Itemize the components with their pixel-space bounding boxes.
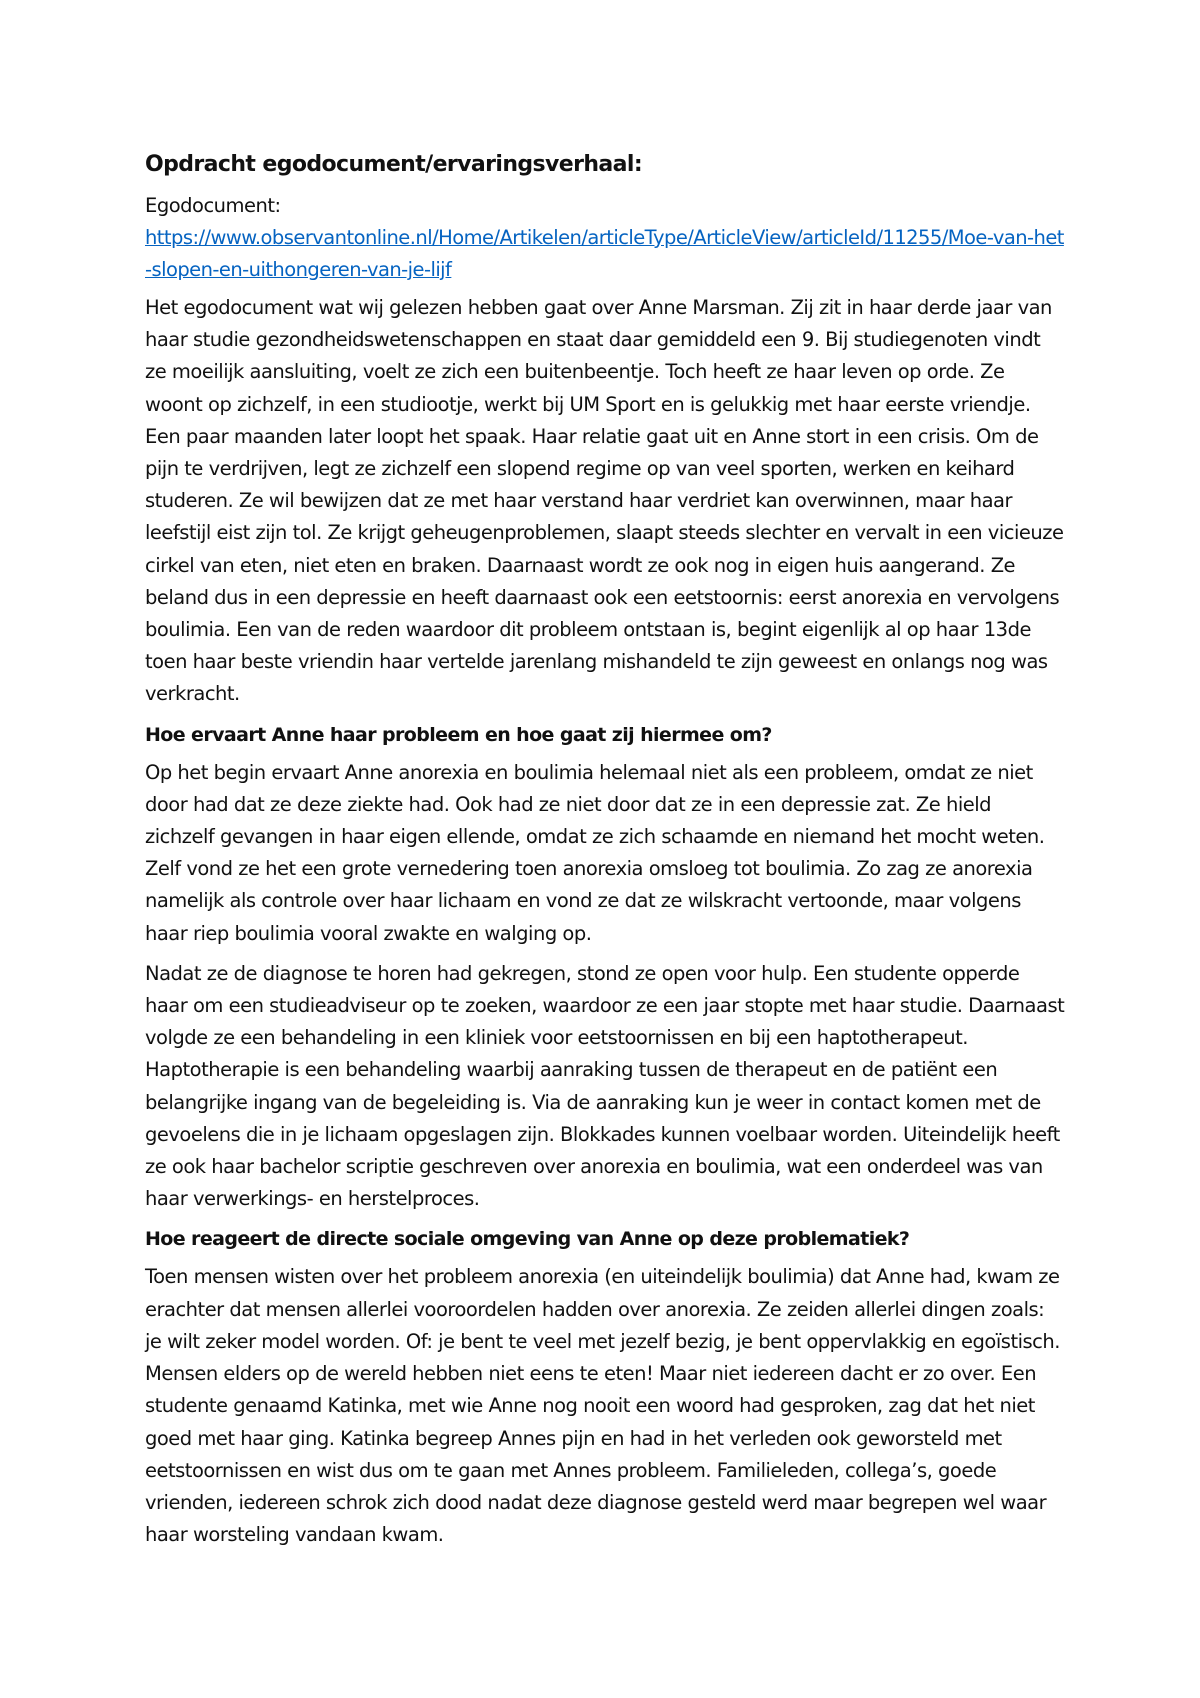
source-link[interactable]: https://www.observantonline.nl/Home/Artikelen/articleType/ArticleView/articleId/11255/Moe-van-het-slopen-en-uithongeren-van-je-lijf (145, 226, 1064, 281)
document-page (145, 150, 1065, 1559)
question-heading-social: Hoe reageert de directe sociale omgeving van Anne op deze problematiek? (145, 1228, 910, 1251)
treatment-paragraph: Nadat ze de diagnose te horen had gekregen, stond ze open voor hulp. Een studente opperde haar om een studieadviseur op te zoeken, waardoor ze een jaar stopte met haar studie. Daarnaast volgde ze een behandeling in een kliniek voor eetstoornissen en bij een haptotherapeut. Haptotherapie is een behandeling waarbij aanraking tussen de therapeut en de patiënt een belangrijke ingang van de begeleiding is. Via de aanraking kun je weer in contact komen met de gevoelens die in je lichaam opgeslagen zijn. Blokkades kunnen voelbaar worden. Uiteindelijk heeft ze ook haar bachelor scriptie geschreven over anorexia en boulimia, wat een onderdeel was van haar verwerkings- en herstelproces. (145, 961, 1065, 1211)
intro-paragraph: Het egodocument wat wij gelezen hebben gaat over Anne Marsman. Zij zit in haar derde jaar van haar studie gezondheidswetenschappen en staat daar gemiddeld een 9. Bij studiegenoten vindt ze moeilijk aansluiting, voelt ze zich een buitenbeentje. Toch heeft ze haar leven op orde. Ze woont op zichzelf, in een studiootje, werkt bij UM Sport en is gelukkig met haar eerste vriendje. Een paar maanden later loopt het spaak. Haar relatie gaat uit en Anne stort in een crisis. Om de pijn te verdrijven, legt ze zichzelf een slopend regime op van veel sporten, werken en keihard studeren. Ze wil bewijzen dat ze met haar verstand haar verdriet kan overwinnen, maar haar leefstijl eist zijn tol. Ze krijgt geheugenproblemen, slaapt steeds slechter en vervalt in een vicieuze cirkel van eten, niet eten en braken. Daarnaast wordt ze ook nog in eigen huis aangerand. Ze beland dus in een depressie en heeft daarnaast ook een eetstoornis: eerst anorexia en vervolgens boulimia. Een van de reden waardoor dit probleem ontstaan is, begint eigenlijk al op haar 13de toen haar beste vriendin haar vertelde jarenlang mishandeld te zijn geweest en onlangs nog was verkracht. (145, 296, 1064, 706)
source-label: Egodocument: (145, 194, 281, 217)
question-heading-experience: Hoe ervaart Anne haar probleem en hoe gaat zij hiermee om? (145, 723, 772, 746)
experience-paragraph: Op het begin ervaart Anne anorexia en boulimia helemaal niet als een probleem, omdat ze niet door had dat ze deze ziekte had. Ook had ze niet door dat ze in een depressie zat. Ze hield zichzelf gevangen in haar eigen ellende, omdat ze zich schaamde en niemand het mocht weten. Zelf vond ze het een grote vernedering toen anorexia omsloeg tot boulimia. Zo zag ze anorexia namelijk als controle over haar lichaam en vond ze dat ze wilskracht vertoonde, maar volgens haar riep boulimia vooral zwakte en walging op. (145, 760, 1045, 945)
social-paragraph: Toen mensen wisten over het probleem anorexia (en uiteindelijk boulimia) dat Anne had, kwam ze erachter dat mensen allerlei vooroordelen hadden over anorexia. Ze zeiden allerlei dingen zoals: je wilt zeker model worden. Of: je bent te veel met jezelf bezig, je bent oppervlakkig en egoïstisch. Mensen elders op de wereld hebben niet eens te eten! Maar niet iedereen dacht er zo over. Een studente genaamd Katinka, met wie Anne nog nooit een woord had gesproken, zag dat het niet goed met haar ging. Katinka begreep Annes pijn en had in het verleden ook geworsteld met eetstoornissen en wist dus om te gaan met Annes probleem. Familieleden, collega’s, goede vrienden, iedereen schrok zich dood nadat deze diagnose gesteld werd maar begrepen wel waar haar worsteling vandaan kwam. (145, 1265, 1060, 1547)
document-title: Opdracht egodocument/ervaringsverhaal: (145, 152, 643, 177)
